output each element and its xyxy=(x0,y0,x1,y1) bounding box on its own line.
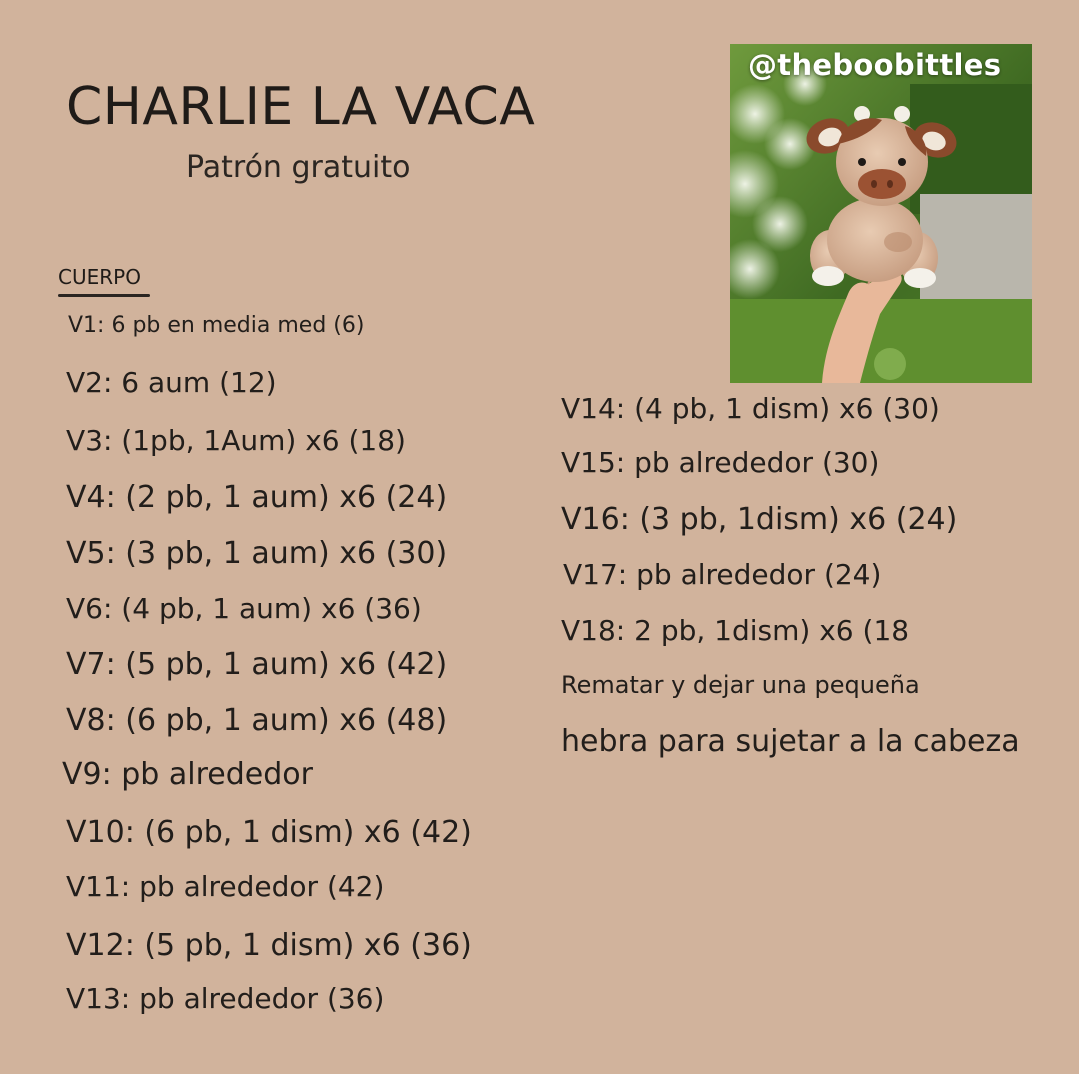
pattern-row-v10: V10: (6 pb, 1 dism) x6 (42) xyxy=(66,815,472,850)
section-heading-body: CUERPO xyxy=(58,265,141,289)
pattern-row-v3: V3: (1pb, 1Aum) x6 (18) xyxy=(66,424,406,457)
pattern-finish-note-1: Rematar y dejar una pequeña xyxy=(561,671,920,699)
pattern-row-v11: V11: pb alrededor (42) xyxy=(66,870,385,903)
pattern-row-v1: V1: 6 pb en media med (6) xyxy=(68,313,365,338)
pattern-row-v2: V2: 6 aum (12) xyxy=(66,366,277,399)
pattern-row-v12: V12: (5 pb, 1 dism) x6 (36) xyxy=(66,928,472,963)
section-underline xyxy=(58,294,150,297)
pattern-row-v6: V6: (4 pb, 1 aum) x6 (36) xyxy=(66,592,422,625)
pattern-row-v17: V17: pb alrededor (24) xyxy=(563,558,882,591)
pattern-row-v18: V18: 2 pb, 1dism) x6 (18 xyxy=(561,614,910,647)
pattern-row-v8: V8: (6 pb, 1 aum) x6 (48) xyxy=(66,703,448,738)
photo-watermark-handle: @theboobittles xyxy=(748,48,1002,82)
pattern-row-v4: V4: (2 pb, 1 aum) x6 (24) xyxy=(66,480,448,515)
pattern-row-v14: V14: (4 pb, 1 dism) x6 (30) xyxy=(561,392,940,425)
amigurumi-cow-photo xyxy=(730,44,1032,383)
pattern-row-v16: V16: (3 pb, 1dism) x6 (24) xyxy=(561,502,958,537)
pattern-row-v5: V5: (3 pb, 1 aum) x6 (30) xyxy=(66,536,448,571)
pattern-row-v9: V9: pb alrededor xyxy=(62,757,313,792)
pattern-row-v15: V15: pb alrededor (30) xyxy=(561,446,880,479)
pattern-subtitle: Patrón gratuito xyxy=(186,150,411,185)
pattern-row-v13: V13: pb alrededor (36) xyxy=(66,982,385,1015)
pattern-title: CHARLIE LA VACA xyxy=(66,77,536,137)
pattern-finish-note-2: hebra para sujetar a la cabeza xyxy=(561,724,1020,759)
pattern-row-v7: V7: (5 pb, 1 aum) x6 (42) xyxy=(66,647,448,682)
cow-photo-illustration xyxy=(730,44,1032,383)
